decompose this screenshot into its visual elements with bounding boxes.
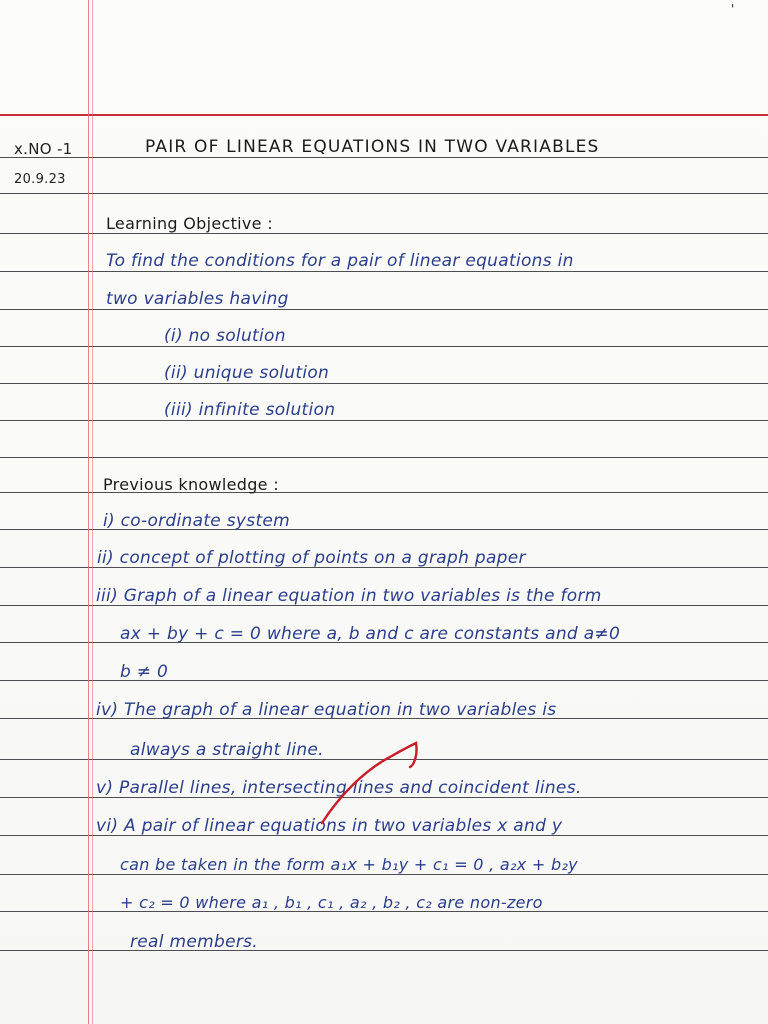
objective-item-1: (i) no solution: [164, 326, 286, 346]
previous-knowledge-heading: Previous knowledge :: [103, 475, 279, 494]
top-red-rule: [0, 114, 768, 116]
margin-line-right: [92, 0, 93, 1024]
ruled-line: [0, 309, 768, 310]
objective-item-3: (iii) infinite solution: [164, 400, 336, 420]
objective-line-1: To find the conditions for a pair of linear equations in: [106, 251, 574, 271]
knowledge-line-1: i) co-ordinate system: [103, 511, 291, 531]
red-check-mark-icon: [310, 735, 420, 830]
knowledge-line-7: always a straight line.: [130, 740, 324, 760]
knowledge-line-8: v) Parallel lines, intersecting lines and coincident lines.: [96, 778, 582, 798]
ruled-line: [0, 271, 768, 272]
corner-mark: ': [731, 2, 735, 16]
ruled-line: [0, 457, 768, 458]
knowledge-line-10: can be taken in the form a₁x + b₁y + c₁ = 0 , a₂x + b₂y: [120, 855, 578, 874]
ruled-line: [0, 193, 768, 194]
ruled-line: [0, 157, 768, 158]
knowledge-line-5: b ≠ 0: [120, 662, 169, 682]
ruled-line: [0, 874, 768, 875]
knowledge-line-3: iii) Graph of a linear equation in two variables is the form: [96, 586, 602, 606]
objective-item-2: (ii) unique solution: [164, 363, 330, 383]
knowledge-line-6: iv) The graph of a linear equation in two variables is: [96, 700, 557, 720]
date-label: 20.9.23: [14, 172, 66, 187]
knowledge-line-2: ii) concept of plotting of points on a graph paper: [97, 548, 526, 568]
ruled-line: [0, 346, 768, 347]
exercise-number: x.NO -1: [14, 140, 73, 158]
ruled-line: [0, 383, 768, 384]
margin-line-left: [88, 0, 89, 1024]
knowledge-line-12: real members.: [130, 932, 258, 952]
ruled-line: [0, 233, 768, 234]
ruled-line: [0, 420, 768, 421]
learning-objective-heading: Learning Objective :: [106, 214, 273, 233]
page-title: PAIR OF LINEAR EQUATIONS IN TWO VARIABLES: [145, 137, 600, 157]
knowledge-line-9: vi) A pair of linear equations in two variables x and y: [96, 816, 563, 836]
objective-line-2: two variables having: [106, 289, 289, 309]
knowledge-line-11: + c₂ = 0 where a₁ , b₁ , c₁ , a₂ , b₂ , c₂ are non-zero: [120, 893, 543, 912]
knowledge-line-4: ax + by + c = 0 where a, b and c are constants and a≠0: [120, 624, 621, 644]
ruled-line: [0, 950, 768, 951]
ruled-line: [0, 680, 768, 681]
